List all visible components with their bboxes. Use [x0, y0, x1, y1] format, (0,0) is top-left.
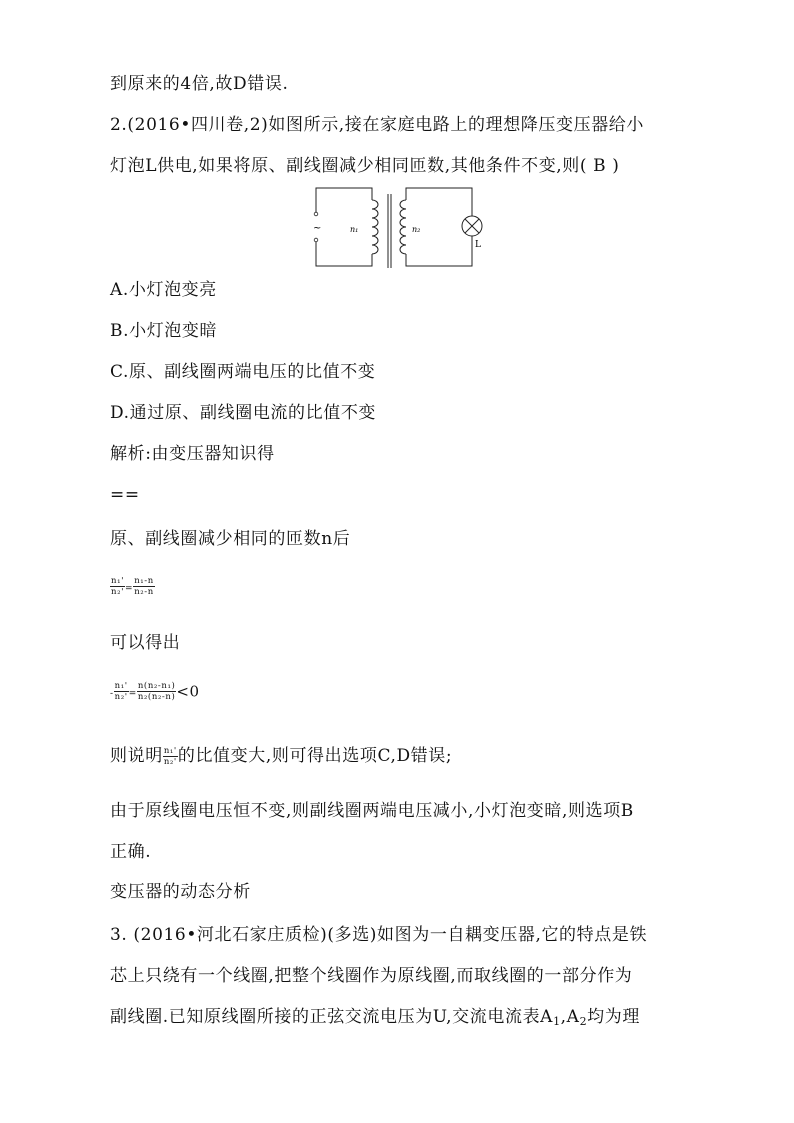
- less-than-zero: <0: [176, 682, 200, 701]
- option-c: C.原、副线圈两端电压的比值不变: [110, 362, 376, 382]
- equals-sign: =: [125, 584, 134, 594]
- equation-placeholder: ==: [110, 485, 140, 505]
- ratio-suffix: 的比值变大,则可得出选项C,D错误;: [177, 746, 453, 766]
- formula-ratio-after: [110, 576, 155, 597]
- a2-subscript: 2: [579, 1015, 588, 1028]
- question-2-line-1: 2.(2016•四川卷,2)如图所示,接在家庭电路上的理想降压变压器给小: [110, 115, 644, 135]
- secondary-bottom-wire: [406, 236, 472, 266]
- reduce-turns-text: 原、副线圈减少相同的匝数n后: [110, 529, 351, 549]
- ratio-conclusion-line: [110, 744, 452, 768]
- frac-right-den: n₂-n: [134, 587, 154, 597]
- lamp-label: L: [475, 240, 481, 250]
- question-3-line-1: 3. (2016•河北石家庄质检)(多选)如图为一自耦变压器,它的特点是铁: [110, 925, 648, 945]
- frac2-left: [114, 681, 129, 702]
- frac2-right-num: n(n₂-n₁): [137, 681, 176, 691]
- section-heading: 变压器的动态分析: [110, 882, 251, 902]
- question-2-line-2: 灯泡L供电,如果将原、副线圈减少相同匝数,其他条件不变,则( B ): [110, 156, 620, 176]
- frac-left-num: n₁': [111, 576, 125, 586]
- minus-sign: -: [110, 689, 114, 699]
- n1-label: n₁: [350, 225, 359, 234]
- frac3: [163, 746, 178, 767]
- question-3-line-3: [110, 1005, 640, 1034]
- ac-source-symbol: ~: [313, 223, 322, 234]
- frac2-right: [137, 681, 177, 702]
- primary-bottom-wire: [316, 242, 372, 266]
- frac2-right-den: n₂(n₂-n): [137, 692, 176, 702]
- frac3-num: n₁': [163, 746, 177, 756]
- frac-right-num: n₁-n: [134, 576, 154, 586]
- option-b: B.小灯泡变暗: [110, 321, 218, 341]
- terminal-top: [314, 212, 318, 216]
- primary-coil: [372, 200, 378, 254]
- analysis-heading: 解析:由变压器知识得: [110, 444, 275, 464]
- formula-difference: [110, 681, 200, 702]
- frac-left: [110, 576, 125, 597]
- frac3-den: n₂': [163, 757, 177, 767]
- question-3-line-2: 芯上只绕有一个线圈,把整个线圈作为原线圈,而取线圈的一部分作为: [110, 966, 633, 986]
- q3-line3-text-e: 均为理: [587, 1007, 640, 1027]
- equals-sign-2: =: [128, 689, 137, 699]
- q3-line3-text-a: 副线圈.已知原线圈所接的正弦交流电压为U,交流电流表A: [110, 1007, 554, 1027]
- a1-subscript: 1: [553, 1015, 561, 1028]
- conclusion-line-2: 正确.: [110, 842, 152, 862]
- can-derive-text: 可以得出: [110, 633, 181, 653]
- primary-top-wire: [316, 188, 372, 212]
- option-a: A.小灯泡变亮: [110, 280, 217, 300]
- text-line-1: 到原来的4倍,故D错误.: [110, 74, 289, 94]
- frac2-left-den: n₂': [114, 692, 128, 702]
- frac-right: [133, 576, 155, 597]
- conclusion-line-1: 由于原线圈电压恒不变,则副线圈两端电压减小,小灯泡变暗,则选项B: [110, 801, 634, 821]
- secondary-coil: [400, 200, 406, 254]
- option-d: D.通过原、副线圈电流的比值不变: [110, 403, 377, 423]
- secondary-top-wire: [406, 188, 472, 216]
- q3-line3-text-c: ,A: [560, 1007, 580, 1027]
- terminal-bottom: [314, 238, 318, 242]
- ratio-prefix: 则说明: [110, 746, 163, 766]
- frac2-left-num: n₁': [114, 681, 128, 691]
- n2-label: n₂: [412, 225, 421, 234]
- transformer-circuit-diagram: [310, 186, 486, 272]
- frac-left-den: n₂': [111, 587, 125, 597]
